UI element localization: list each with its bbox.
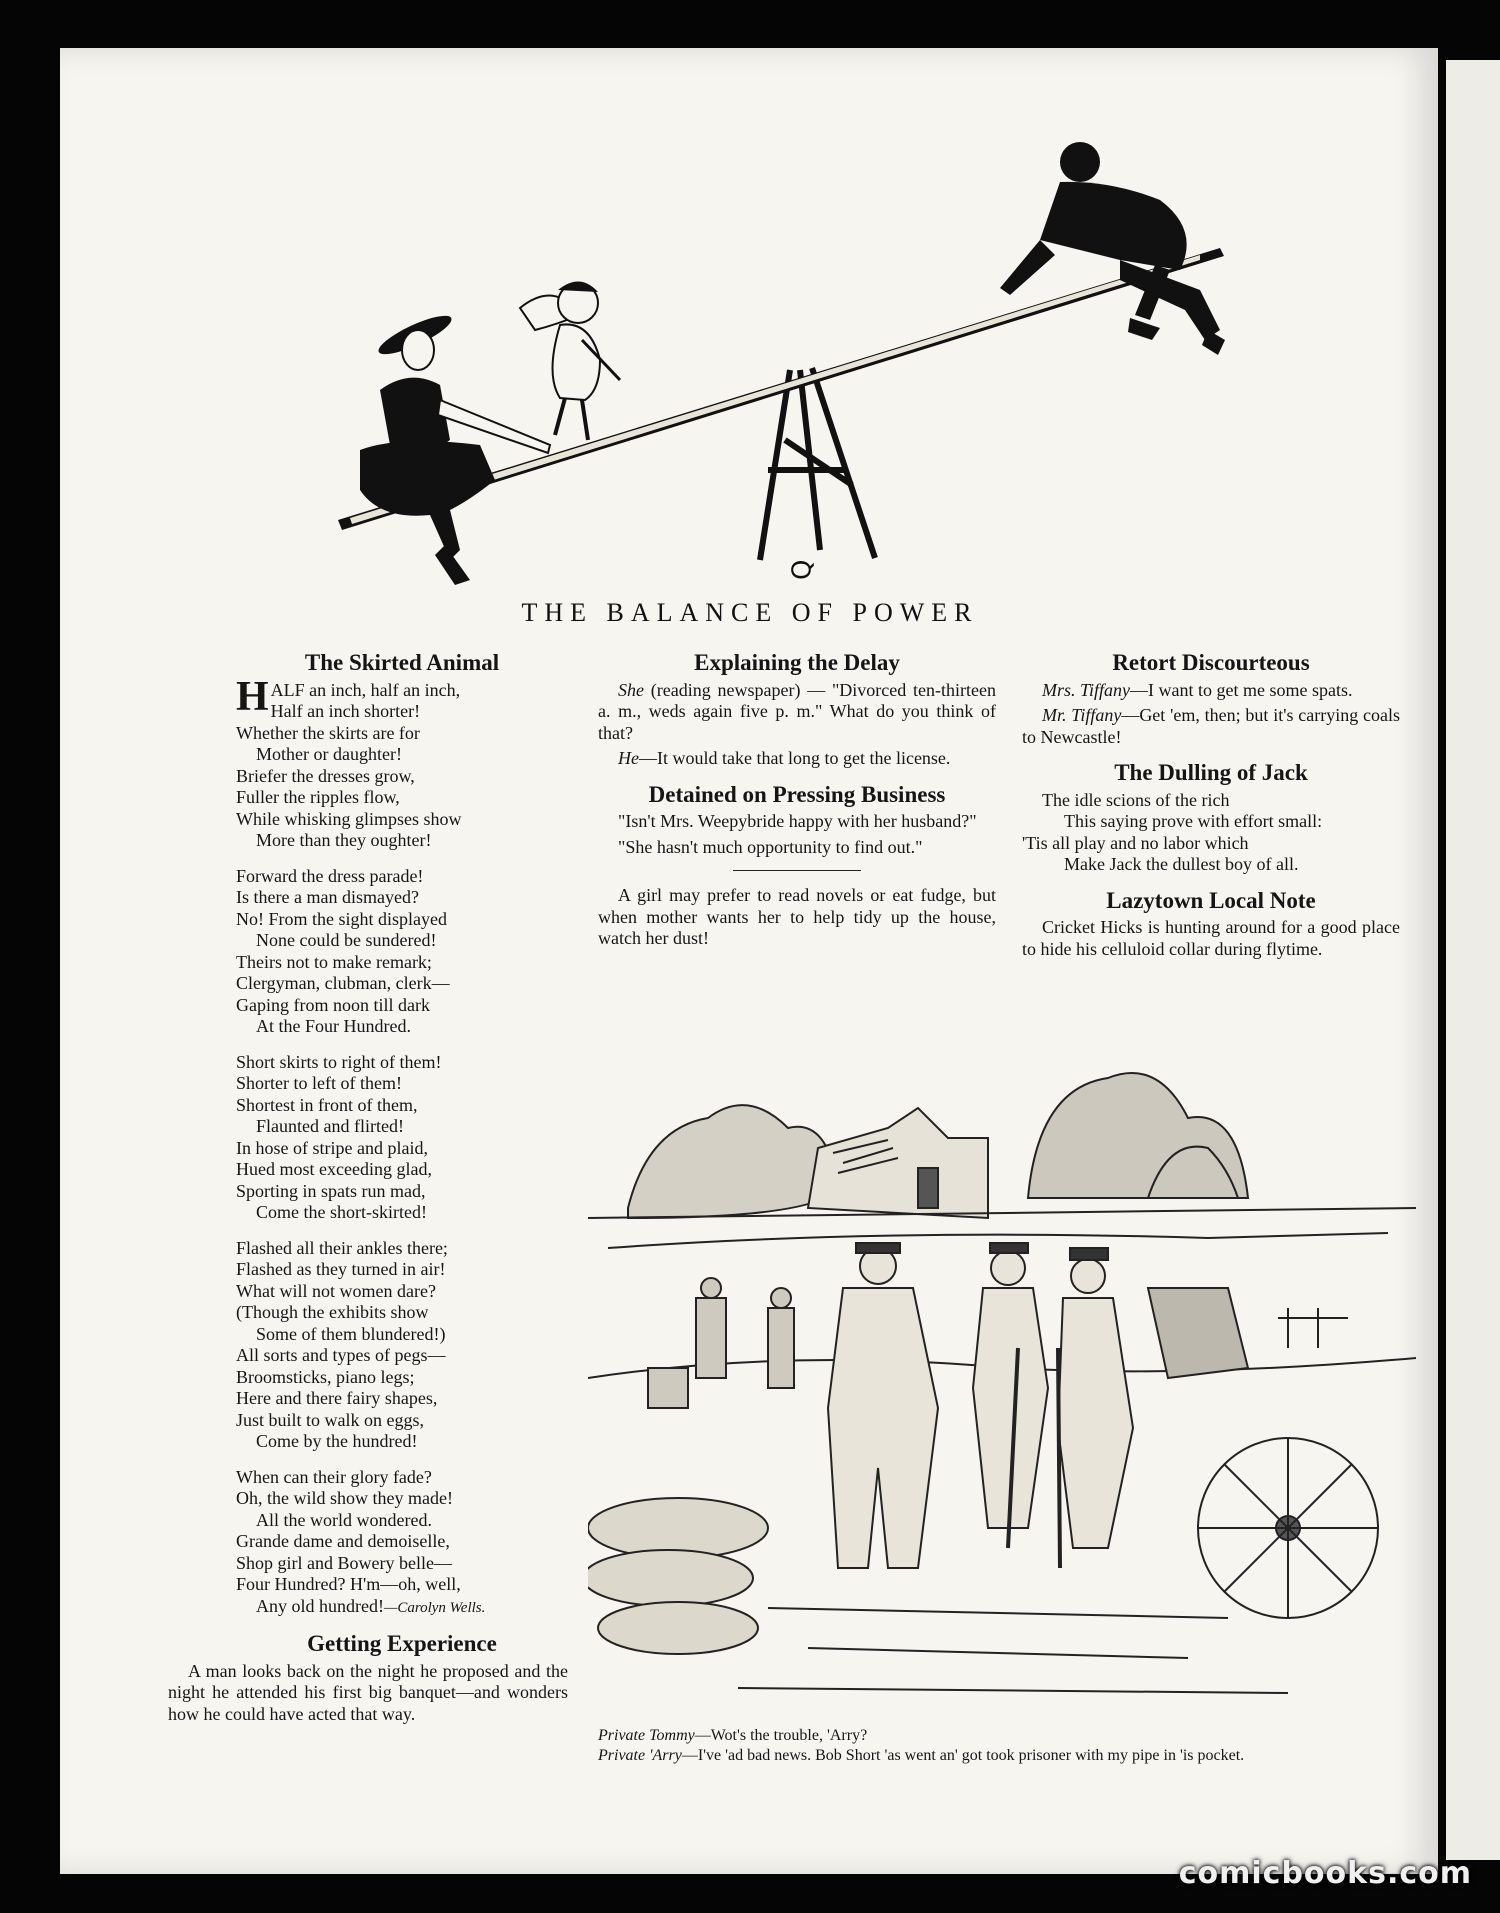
poem-line: Hued most exceeding glad,: [236, 1159, 432, 1179]
verse-line: Make Jack the dullest boy of all.: [1064, 854, 1299, 874]
poem-line: Is there a man dismayed?: [236, 887, 419, 907]
poem-line: (Though the exhibits show: [236, 1302, 429, 1322]
skirted-animal-stanza-2: [236, 866, 572, 1038]
skirted-animal-stanza-1: [236, 673, 572, 852]
getting-experience-text: A man looks back on the night he proposed and the night he attended his first big banquet—and wonders how he could have acted that way.: [168, 1660, 568, 1724]
poem-line: Shorter to left of them!: [236, 1073, 402, 1093]
line-he: —It would take that long to get the license.: [639, 748, 951, 768]
poem-line: Come the short-skirted!: [256, 1202, 427, 1222]
line-she: (reading newspaper) — "Divorced ten-thirteen a. m., weds again five p. m." What do you think of that?: [598, 679, 996, 743]
poem-line: Flashed all their ankles there;: [236, 1237, 448, 1258]
lazytown-title: Lazytown Local Note: [1106, 887, 1316, 913]
poem-line: Shop girl and Bowery belle—: [236, 1552, 452, 1573]
skirted-animal-stanza-5: [236, 1467, 572, 1620]
poem-line: Half an inch shorter!: [270, 701, 421, 721]
poem-line: Just built to walk on eggs,: [236, 1409, 424, 1430]
line-arry: —I've 'ad bad news. Bob Short 'as went an' got took prisoner with my pipe in 'is pocket.: [681, 1747, 1245, 1764]
poem-line: While whisking glimpses show: [236, 808, 462, 829]
divider-rule: [733, 870, 861, 871]
poem-line: Short skirts to right of them!: [236, 1051, 442, 1072]
line-tommy: —Wot's the trouble, 'Arry?: [694, 1727, 868, 1744]
soldiers-illustration: [588, 1048, 1416, 1728]
speaker-mr-tiffany: Mr. Tiffany: [1042, 705, 1122, 725]
getting-experience-title: Getting Experience: [307, 1631, 497, 1656]
poem-line: Mother or daughter!: [256, 744, 402, 764]
detained-question: "Isn't Mrs. Weepybride happy with her husband?": [618, 811, 977, 831]
caption-line-1: [598, 1726, 1244, 1746]
retort-mrs: [1022, 680, 1400, 702]
skirted-animal-stanza-4: [236, 1238, 572, 1453]
dulling-title: The Dulling of Jack: [1114, 760, 1308, 785]
verse-line: The idle scions of the rich: [1042, 789, 1230, 810]
poem-line: Forward the dress parade!: [236, 865, 424, 886]
fudge-text: A girl may prefer to read novels or eat fudge, but when mother wants her to help tidy up the house, watch her dust!: [598, 885, 996, 948]
poem-line: When can their glory fade?: [236, 1466, 432, 1487]
poem-line: At the Four Hundred.: [256, 1016, 411, 1036]
dulling-verse: [1022, 790, 1400, 876]
detained-answer: "She hasn't much opportunity to find out.": [618, 836, 923, 857]
facing-page-edge: [1446, 60, 1500, 1860]
poem-line: Flaunted and flirted!: [256, 1116, 404, 1136]
speaker-mrs-tiffany: Mrs. Tiffany: [1042, 679, 1131, 700]
poem-line: None could be sundered!: [256, 930, 437, 950]
poem-line: In hose of stripe and plaid,: [236, 1137, 428, 1158]
speaker-tommy: Private Tommy: [598, 1727, 695, 1744]
line-mrs: —I want to get me some spats.: [1130, 679, 1353, 700]
middle-column: [598, 652, 996, 954]
detained-title: Detained on Pressing Business: [648, 781, 946, 807]
poem-line: Grande dame and demoiselle,: [236, 1531, 450, 1551]
verse-line: This saying prove with effort small:: [1064, 811, 1323, 831]
skirted-animal-title: The Skirted Animal: [304, 650, 500, 675]
poem-author: —Carolyn Wells.: [383, 1599, 486, 1616]
page-title: THE BALANCE OF POWER: [521, 598, 979, 627]
poem-line: Broomsticks, piano legs;: [236, 1366, 415, 1387]
explaining-delay-title: Explaining the Delay: [694, 650, 900, 675]
retort-title: Retort Discourteous: [1112, 650, 1310, 675]
seesaw-illustration: [320, 140, 1280, 600]
poem-line: Whether the skirts are for: [236, 722, 420, 743]
skirted-animal-stanza-3: [236, 1052, 572, 1224]
poem-line: What will not women dare?: [236, 1280, 436, 1301]
poem-line: Clergyman, clubman, clerk—: [236, 973, 450, 993]
speaker-arry: Private 'Arry: [598, 1747, 682, 1764]
artist-monogram: ℺: [790, 555, 815, 584]
poem-line: Come by the hundred!: [256, 1431, 418, 1451]
cartoon-caption: [598, 1726, 1244, 1766]
poem-line: Fuller the ripples flow,: [236, 787, 400, 807]
poem-line: Sporting in spats run mad,: [236, 1180, 426, 1201]
line-mr: —Get 'em, then; but it's carrying coals to Newcastle!: [1022, 705, 1400, 747]
retort-mr: [1022, 705, 1400, 748]
explaining-delay-she: [598, 680, 996, 745]
verse-line: 'Tis all play and no labor which: [1022, 832, 1249, 853]
poem-line: Theirs not to make remark;: [236, 951, 432, 972]
poem-line: Briefer the dresses grow,: [236, 765, 415, 786]
explaining-delay-he: [598, 748, 996, 770]
poem-line: Gaping from noon till dark: [236, 994, 430, 1015]
lazytown-text: Cricket Hicks is hunting around for a good place to hide his celluloid collar during flytime.: [1022, 917, 1400, 959]
poem-line: Any old hundred!: [256, 1595, 384, 1616]
poem-line: More than they oughter!: [256, 830, 432, 850]
poem-line: Oh, the wild show they made!: [236, 1488, 453, 1508]
left-column: [168, 650, 572, 1729]
poem-line: Some of them blundered!): [256, 1323, 446, 1344]
site-watermark: comicbooks.com: [1178, 1856, 1472, 1891]
poem-line: Four Hundred? H'm—oh, well,: [236, 1574, 461, 1594]
poem-line: All the world wondered.: [256, 1509, 432, 1530]
drop-cap: H: [236, 673, 269, 720]
poem-line: No! From the sight displayed: [236, 908, 447, 929]
poem-line: Flashed as they turned in air!: [236, 1259, 446, 1279]
caption-line-2: [598, 1746, 1244, 1766]
speaker-he: He: [618, 748, 639, 768]
right-column: [1022, 652, 1400, 964]
speaker-she: She: [618, 679, 644, 700]
poem-line: Shortest in front of them,: [236, 1094, 418, 1115]
poem-line: ALF an inch, half an inch,: [270, 679, 461, 700]
poem-line: All sorts and types of pegs—: [236, 1345, 446, 1365]
poem-line: Here and there fairy shapes,: [236, 1388, 438, 1408]
